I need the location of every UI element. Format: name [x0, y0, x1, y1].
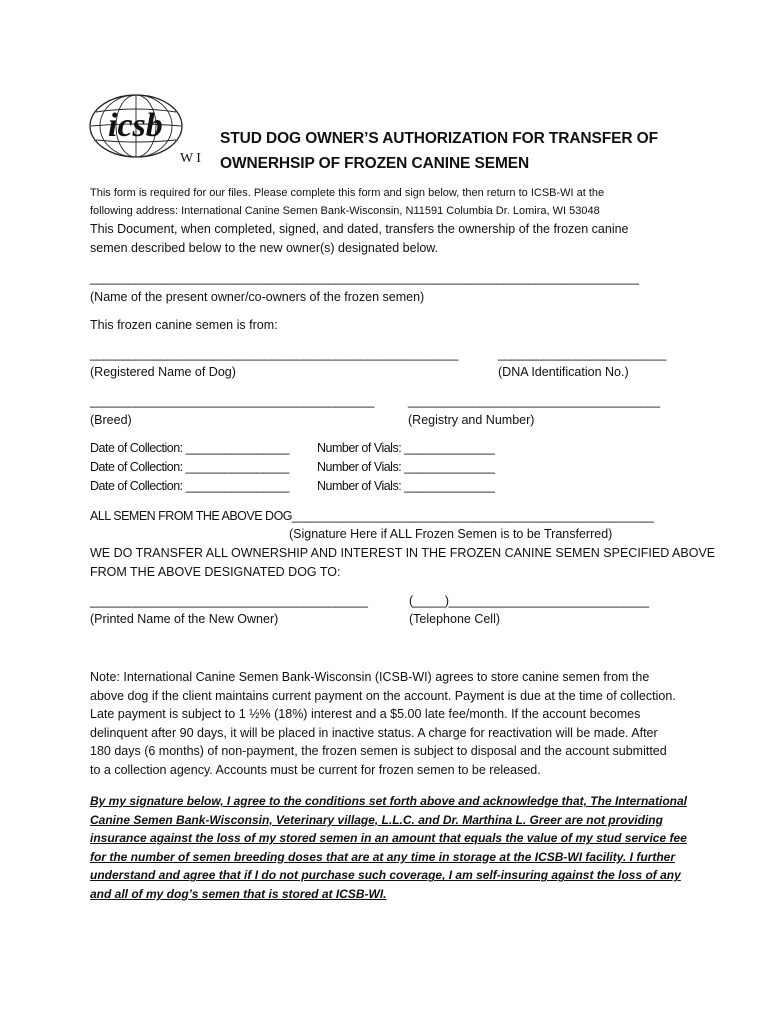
vials-field[interactable]: Number of Vials: ______________	[317, 479, 495, 493]
form-title-line-1: STUD DOG OWNER’S AUTHORIZATION FOR TRANSFER OF	[220, 130, 658, 147]
breed-label: (Breed)	[90, 413, 132, 427]
vials-field[interactable]: Number of Vials: ______________	[317, 460, 495, 474]
transfer-text-line-1: This Document, when completed, signed, and dated, transfers the ownership of the frozen canine	[90, 222, 629, 236]
we-transfer-line-2: FROM THE ABOVE DESIGNATED DOG TO:	[90, 565, 341, 579]
svg-text:icsb: icsb	[108, 107, 163, 144]
dna-id-label: (DNA Identification No.)	[498, 365, 629, 379]
dog-name-field[interactable]: _________________________________________________________	[90, 347, 458, 361]
semen-from-label: This frozen canine semen is from:	[90, 318, 278, 332]
form-title-line-2: OWNERHSIP OF FROZEN CANINE SEMEN	[220, 155, 530, 172]
new-owner-name-field[interactable]: ___________________________________________	[90, 594, 368, 608]
registry-label: (Registry and Number)	[408, 413, 535, 427]
breed-field[interactable]: ____________________________________________	[90, 394, 374, 408]
agreement-statement: By my signature below, I agree to the conditions set forth above and acknowledge that, The International Canine Semen Bank-Wisconsin, Veterinary village, L.L.C. and Dr. Marthina L. Greer are not providing insurance against the loss of my stored semen in an amount that equals the value of my stud service fee for the number of semen breeding doses that are at any time in storage at the ICSB-WI facility. I further understand and agree that if I do not purchase such coverage, I am self-insuring against the loss of any and all of my dog’s semen that is stored at ICSB-WI.	[90, 794, 687, 901]
collection-date-field[interactable]: Date of Collection: ________________	[90, 479, 289, 493]
dna-id-field[interactable]: __________________________	[498, 347, 666, 361]
svg-text:WI: WI	[180, 151, 204, 166]
telephone-label: (Telephone Cell)	[409, 612, 501, 626]
all-semen-signature-field[interactable]: ALL SEMEN FROM THE ABOVE DOG________________________________________________________	[90, 509, 654, 523]
new-owner-name-label: (Printed Name of the New Owner)	[90, 612, 279, 626]
present-owner-field[interactable]: _____________________________________________________________________________________	[90, 271, 639, 285]
intro-line-1: This form is required for our files. Please complete this form and sign below, then return to ICSB-WI at the	[90, 187, 605, 199]
registry-field[interactable]: _______________________________________	[408, 394, 660, 408]
payment-note: Note: International Canine Semen Bank-Wisconsin (ICSB-WI) agrees to store canine semen from the above dog if the client maintains current payment on the account. Payment is due at the time of collection. Late payment is subject to 1 ½% (18%) interest and a $5.00 late fee/month. If the account becomes delinquent after 90 days, it will be placed in inactive status. A charge for reactivation will be made. After 180 days (6 months) of non-payment, the frozen semen is subject to disposal and the account submitted to a collection agency. Accounts must be current for frozen semen to be released.	[90, 670, 676, 777]
we-transfer-line-1: WE DO TRANSFER ALL OWNERSHIP AND INTEREST IN THE FROZEN CANINE SEMEN SPECIFIED ABOVE	[90, 546, 716, 560]
present-owner-label: (Name of the present owner/co-owners of the frozen semen)	[90, 290, 425, 304]
vials-field[interactable]: Number of Vials: ______________	[317, 441, 495, 455]
collection-date-field[interactable]: Date of Collection: ________________	[90, 441, 289, 455]
all-semen-signature-label: (Signature Here if ALL Frozen Semen is to be Transferred)	[289, 527, 613, 541]
collection-date-field[interactable]: Date of Collection: ________________	[90, 460, 289, 474]
telephone-field[interactable]: (_____)_______________________________	[409, 594, 649, 608]
transfer-text-line-2: semen described below to the new owner(s) designated below.	[90, 241, 439, 255]
icsb-logo	[88, 92, 212, 168]
intro-line-2: following address: International Canine Semen Bank-Wisconsin, N11591 Columbia Dr. Lomira, WI 53048	[90, 205, 600, 217]
dog-name-label: (Registered Name of Dog)	[90, 365, 236, 379]
